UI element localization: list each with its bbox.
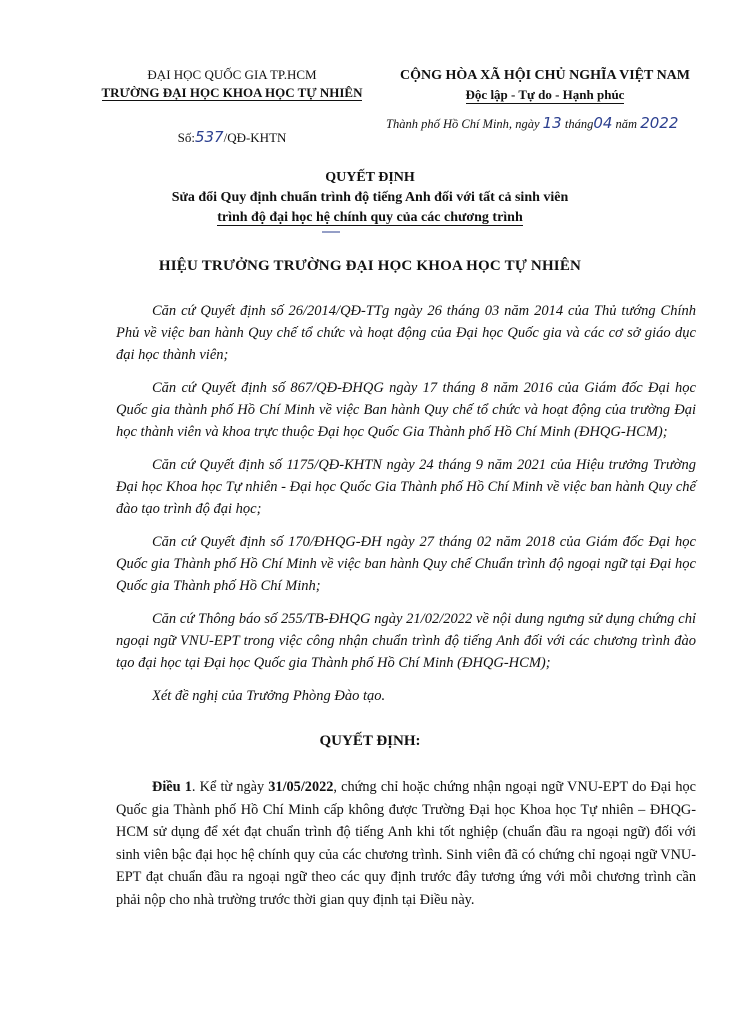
rector-heading: HIỆU TRƯỞNG TRƯỜNG ĐẠI HỌC KHOA HỌC TỰ NHIÊN [158,258,582,274]
preamble-item: Căn cứ Quyết định số 170/ĐHQG-ĐH ngày 27 tháng 02 năm 2018 của Giám đốc Đại học Quốc gia Thành phố Hồ Chí Minh về việc ban hành Quy chế Chuẩn trình độ ngoại ngữ tại Đại học Quốc gia Thành phố Hồ Chí Minh; [116,534,696,594]
handwritten-day: 13 [542,114,562,132]
title-line-1: Sửa đổi Quy định chuẩn trình độ tiếng Anh đối với tất cả sinh viên [171,190,569,205]
decision-heading: QUYẾT ĐỊNH: [319,733,421,749]
preamble-item: Xét đề nghị của Trưởng Phòng Đào tạo. [152,688,386,704]
handwritten-month: 04 [593,114,613,132]
parent-organization: ĐẠI HỌC QUỐC GIA TP.HCM [147,67,317,82]
handwritten-year: 2022 [640,114,679,132]
preamble-item: Căn cứ Thông báo số 255/TB-ĐHQG ngày 21/02/2022 về nội dung ngưng sử dụng chứng chỉ ngoại ngữ VNU-EPT trong việc công nhận chuẩn trình độ tiếng Anh đối với các chương trình đào tạo đại học tại Đại học Quốc gia Thành phố Hồ Chí Minh (ĐHQG-HCM); [116,611,696,671]
handwritten-number: 537 [194,128,224,146]
effective-date: 31/05/2022 [268,779,334,795]
preamble-item: Căn cứ Quyết định số 26/2014/QĐ-TTg ngày 26 tháng 03 năm 2014 của Thủ tướng Chính Phủ về việc ban hành Quy chế tổ chức và hoạt động của Đại học Quốc gia và các cơ sở giáo dục đại học thành viên; [116,303,696,363]
document-number: Số:537/QĐ-KHTN [177,128,287,146]
preamble-item: Căn cứ Quyết định số 867/QĐ-ĐHQG ngày 17 tháng 8 năm 2016 của Giám đốc Đại học Quốc gia thành phố Hồ Chí Minh về việc Ban hành Quy chế tổ chức và hoạt động của trường Đại học thành viên và khoa trực thuộc Đại học Quốc Gia Thành phố Hồ Chí Minh (ĐHQG-HCM); [116,380,696,440]
motto: Độc lập - Tự do - Hạnh phúc [465,87,625,102]
title-line-2: trình độ đại học hệ chính quy của các chương trình [217,210,523,225]
preamble-item: Căn cứ Quyết định số 1175/QĐ-KHTN ngày 24 tháng 9 năm 2021 của Hiệu trưởng Trường Đại học Khoa học Tự nhiên - Đại học Quốc Gia Thành phố Hồ Chí Minh về việc ban hành Quy chế đào tạo trình độ đại học; [116,457,696,517]
article-1-text: Điều 1. Kể từ ngày 31/05/2022, chứng chỉ hoặc chứng nhận ngoại ngữ VNU-EPT do Đại học Quốc gia Thành phố Hồ Chí Minh cấp không được Trường Đại học Khoa học Tự nhiên – ĐHQG-HCM sử dụng để xét đạt chuẩn trình độ tiếng Anh khi tốt nghiệp (chuẩn đầu ra ngoại ngữ) đối với sinh viên bậc đại học hệ chính quy của các chương trình. Sinh viên đã có chứng chỉ ngoại ngữ VNU-EPT đạt chuẩn đầu ra ngoại ngữ theo các quy định trước đây tương ứng với mỗi chương trình cần phải nộp cho nhà trường trước thời gian quy định tại Điều này. [116,779,696,908]
nation-name: CỘNG HÒA XÃ HỘI CHỦ NGHĨA VIỆT NAM [399,68,690,83]
organization-name: TRƯỜNG ĐẠI HỌC KHOA HỌC TỰ NHIÊN [101,85,363,100]
article-label: Điều 1 [152,779,192,795]
title-heading: QUYẾT ĐỊNH [325,170,415,185]
issue-date: Thành phố Hồ Chí Minh, ngày 13 tháng04 năm 2022 [386,114,679,132]
